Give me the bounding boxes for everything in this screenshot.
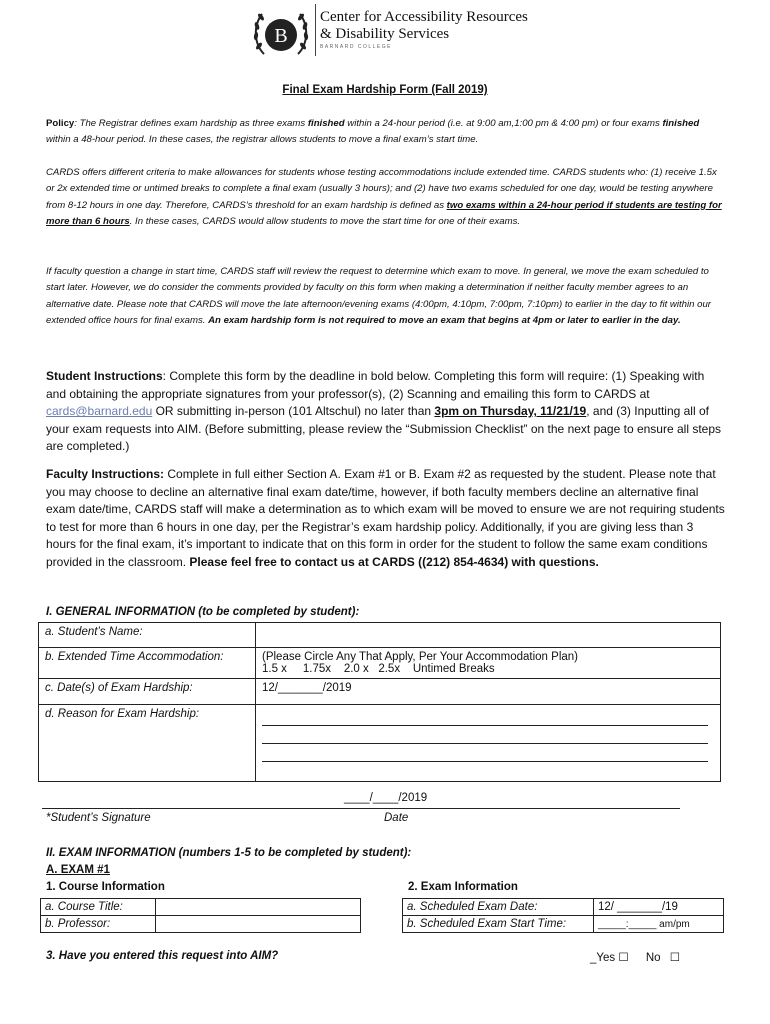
- cards-text-2: . In these cases, CARDS would allow students to move the start time for one of their exams.: [129, 215, 521, 227]
- deadline: 3pm on Thursday, 11/21/19: [434, 404, 587, 419]
- faculty-instructions-contact: Please feel free to contact us at CARDS ((212) 854-4634) with questions.: [189, 554, 599, 569]
- policy-text-3: within a 48-hour period. In these cases, the registrar allows students to move a final exam’s start time.: [46, 134, 479, 146]
- faculty-question-text: If faculty question a change in start time, CARDS staff will review the request to determine which exam to move. In general, we move the exam scheduled to start later. However, we do consider the comments provided by faculty on this form when making a determination if neither faculty member agrees to an alternative date. Please note that CARDS will move the late afternoon/evening exams (4:00pm, 4:10pm, 7:00pm, 7:10pm) to earlier in the day to fit within our extended office hours for final exams.: [46, 266, 711, 326]
- aim-question: 3. Have you entered this request into AIM?: [46, 950, 279, 962]
- course-title-label: a. Course Title:: [41, 899, 156, 916]
- logo-letter: B: [274, 25, 288, 47]
- extended-time-label: b. Extended Time Accommodation:: [39, 648, 256, 679]
- yes-label: _Yes: [590, 952, 616, 964]
- org-name-line2: & Disability Services: [320, 26, 450, 42]
- reason-line[interactable]: [262, 744, 708, 762]
- extended-time-options[interactable]: 1.5 x 1.75x 2.0 x 2.5x Untimed Breaks: [262, 663, 495, 675]
- student-signature-label: *Student’s Signature: [46, 812, 151, 824]
- cards-text-1: CARDS offers different criteria to make allowances for students whose testing accommodations include extended time. CARDS students who: (1) receive 1.5x or 2x extended time or untimed breaks to complete a final exam (usually 3 hours); and (2) have two exams scheduled for one day, would be testing anywhere from 8-12 hours in one day. Therefore, CARDS’s threshold for an exam hardship is defined as: [46, 167, 717, 211]
- general-info-table: [38, 622, 721, 782]
- org-subtitle: BARNARD COLLEGE: [320, 44, 392, 50]
- table-row: [41, 916, 361, 933]
- no-checkbox[interactable]: ☐: [669, 952, 681, 964]
- cards-paragraph: [46, 165, 726, 230]
- scheduled-time-field[interactable]: _____:_____ am/pm: [594, 916, 724, 933]
- hardship-date-label: c. Date(s) of Exam Hardship:: [39, 679, 256, 705]
- signature-date-blank[interactable]: ____/____/2019: [344, 792, 428, 804]
- faculty-question-bold: An exam hardship form is not required to move an exam that begins at 4pm or later to earlier in the day.: [208, 314, 681, 326]
- org-name-line1: Center for Accessibility Resources: [320, 9, 528, 25]
- header-divider: [315, 4, 316, 56]
- hardship-date-field[interactable]: 12/_______/2019: [256, 679, 721, 705]
- table-row: [39, 623, 721, 648]
- student-instructions-text-3: , and (3) Inputting all of your exam requests into AIM. (Before submitting, please review the “Submission Checklist” on the next page to ensure all steps are completed.): [46, 404, 721, 454]
- course-title-field[interactable]: [156, 899, 361, 916]
- policy-label-text: Policy: [46, 118, 75, 129]
- general-info-heading: I. GENERAL INFORMATION (to be completed by student):: [46, 606, 360, 618]
- exam-info-table: [402, 898, 724, 933]
- signature-line[interactable]: [42, 808, 680, 809]
- cards-threshold: two exams within a 24-hour period if students are testing for more than 6 hours: [46, 199, 722, 227]
- aim-answer: [590, 950, 680, 964]
- policy-bold-2: finished: [662, 118, 700, 129]
- barnard-logo: [250, 4, 312, 64]
- hardship-reason-label: d. Reason for Exam Hardship:: [39, 705, 256, 782]
- professor-label: b. Professor:: [41, 916, 156, 933]
- policy-bold-1: finished: [307, 118, 345, 129]
- date-label: Date: [384, 812, 409, 824]
- course-info-heading: 1. Course Information: [46, 881, 165, 893]
- reason-line[interactable]: [262, 708, 708, 726]
- student-instructions-text-2: OR submitting in-person (101 Altschul) no later than: [152, 404, 435, 419]
- policy-text-2: within a 24-hour period (i.e. at 9:00 am,1:00 pm & 4:00 pm) or four exams: [344, 118, 663, 129]
- table-row: [403, 916, 724, 933]
- exam-info-heading: II. EXAM INFORMATION (numbers 1-5 to be completed by student):: [46, 847, 412, 859]
- student-instructions-text-1: : Complete this form by the deadline in bold below. Completing this form will require: (1) Speaking with and obtaining the appropriate signatures from your professor(s), (2) Scanning and emailing this form to CARDS at: [46, 369, 705, 401]
- no-label: No: [645, 952, 661, 964]
- yes-checkbox[interactable]: ☐: [618, 952, 629, 964]
- table-row: [403, 899, 724, 916]
- extended-time-instructions: (Please Circle Any That Apply, Per Your Accommodation Plan): [262, 651, 578, 663]
- form-title: Final Exam Hardship Form (Fall 2019): [282, 84, 488, 96]
- policy-label: [46, 118, 74, 129]
- student-instructions: [46, 368, 726, 456]
- scheduled-date-label: a. Scheduled Exam Date:: [403, 899, 594, 916]
- cards-email-link[interactable]: cards@barnard.edu: [46, 404, 153, 419]
- org-name: [320, 9, 528, 43]
- course-info-table: [40, 898, 361, 933]
- extended-time-field[interactable]: [256, 648, 721, 679]
- student-name-label: a. Student’s Name:: [39, 623, 256, 648]
- faculty-instructions-label: Faculty Instructions:: [46, 467, 165, 481]
- faculty-instructions-text: Complete in full either Section A. Exam #1 or B. Exam #2 as requested by the student. Please note that you may choose to decline an alternative final exam date/time, however, if both faculty members decline an alternative final exam date/time, CARDS staff will make a determination as to which exam will be moved to ensure we are not requiring students to test for more than 6 hours in one day, per the Registrar’s exam hardship policy. Additionally, if you are giving less than 3 hours for the final exam, it’s important to indicate that on this form in order for the student to follow the same exam conditions provided in the classroom.: [46, 467, 725, 569]
- table-row: [39, 679, 721, 705]
- policy-paragraph: [46, 116, 726, 149]
- scheduled-date-field[interactable]: 12/ _______/19: [594, 899, 724, 916]
- reason-line[interactable]: [262, 726, 708, 744]
- professor-field[interactable]: [156, 916, 361, 933]
- student-name-field[interactable]: [256, 623, 721, 648]
- faculty-question-paragraph: [46, 264, 726, 329]
- hardship-reason-field[interactable]: [256, 705, 721, 782]
- student-instructions-label: Student Instructions: [46, 369, 163, 383]
- faculty-instructions: [46, 466, 726, 572]
- exam-info-subheading: 2. Exam Information: [408, 881, 518, 893]
- table-row: [39, 648, 721, 679]
- policy-text-1: : The Registrar defines exam hardship as three exams: [74, 118, 308, 129]
- table-row: [39, 705, 721, 782]
- scheduled-time-label: b. Scheduled Exam Start Time:: [403, 916, 594, 933]
- table-row: [41, 899, 361, 916]
- exam1-heading: A. EXAM #1: [46, 864, 110, 876]
